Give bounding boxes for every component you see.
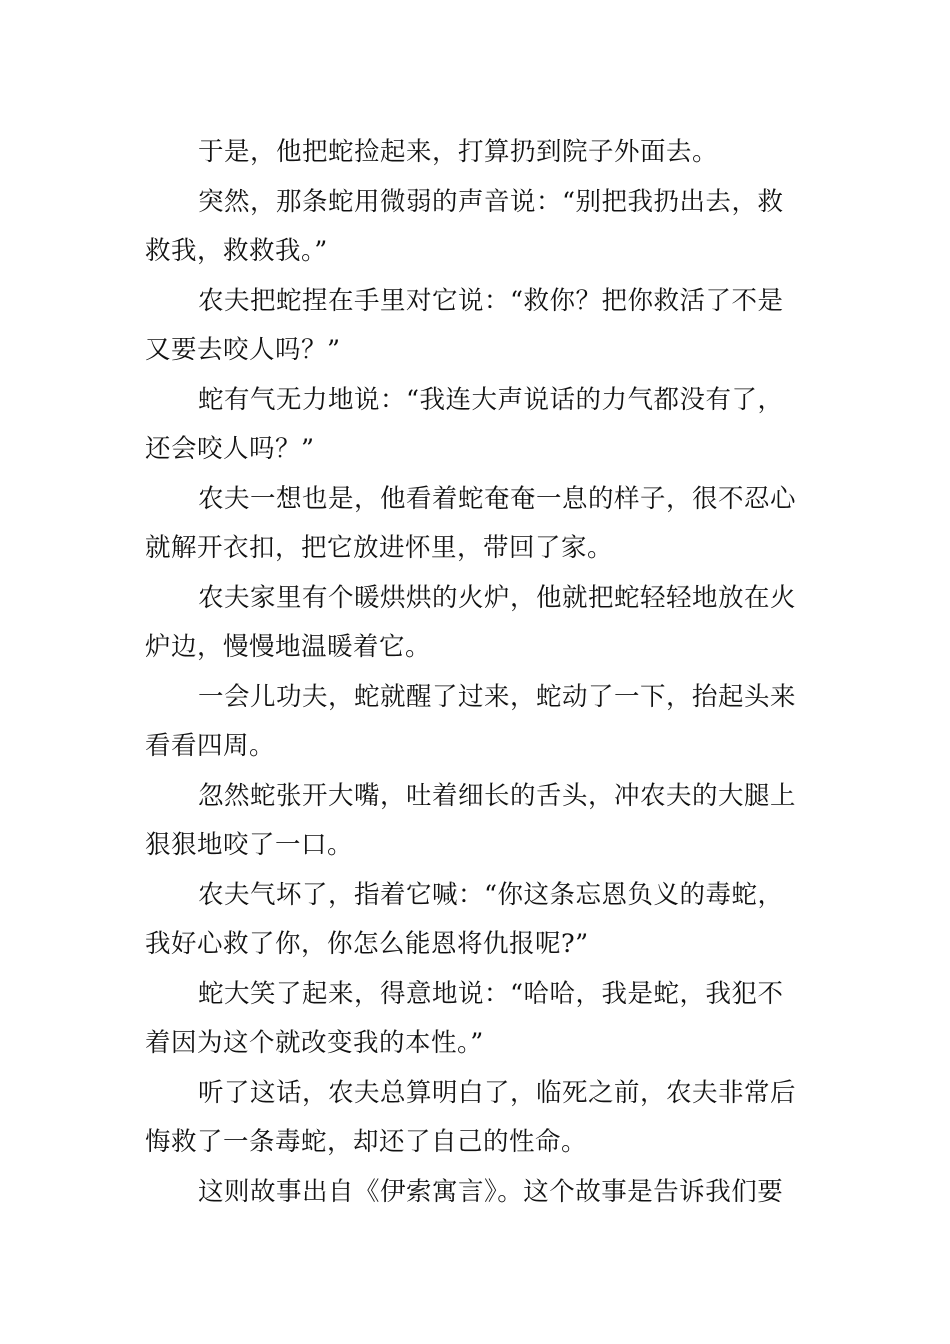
- text-line: 农夫一想也是，他看着蛇奄奄一息的样子，很不忍心: [198, 483, 797, 514]
- text-line: 狠狠地咬了一口。: [145, 830, 354, 860]
- text-line: 于是，他把蛇捡起来，打算扔到院子外面去。: [198, 137, 719, 167]
- text-line: 炉边，慢慢地温暖着它。: [145, 632, 432, 662]
- text-line: 又要去咬人吗？”: [145, 335, 341, 365]
- text-line: 救我，救救我。”: [145, 236, 328, 266]
- text-line: 我好心救了你，你怎么能恩将仇报呢?”: [145, 929, 589, 959]
- text-line: 农夫家里有个暖烘烘的火炉，他就把蛇轻轻地放在火: [198, 582, 797, 613]
- text-line: 听了这话，农夫总算明白了，临死之前，农夫非常后: [198, 1077, 797, 1108]
- story-text: [145, 128, 809, 1217]
- text-line: 蛇有气无力地说：“我连大声说话的力气都没有了，: [198, 384, 784, 415]
- text-line: 还会咬人吗？”: [145, 434, 315, 464]
- text-line: 农夫气坏了，指着它喊：“你这条忘恩负义的毒蛇，: [198, 879, 784, 910]
- text-line: 一会儿功夫，蛇就醒了过来，蛇动了一下，抬起头来: [198, 681, 797, 712]
- text-line: 悔救了一条毒蛇，却还了自己的性命。: [145, 1127, 588, 1157]
- text-line: 着因为这个就改变我的本性。”: [145, 1028, 484, 1058]
- text-line: 看看四周。: [145, 731, 276, 761]
- text-line: 忽然蛇张开大嘴，吐着细长的舌头，冲农夫的大腿上: [198, 780, 797, 811]
- text-line: 就解开衣扣，把它放进怀里，带回了家。: [145, 533, 614, 563]
- text-line: 农夫把蛇捏在手里对它说：“救你？把你救活了不是: [198, 285, 784, 316]
- text-line: 蛇大笑了起来，得意地说：“哈哈，我是蛇，我犯不: [198, 978, 784, 1009]
- text-line: 这则故事出自《伊索寓言》。这个故事是告诉我们要: [198, 1176, 784, 1207]
- text-line: 突然，那条蛇用微弱的声音说：“别把我扔出去，救: [198, 186, 784, 217]
